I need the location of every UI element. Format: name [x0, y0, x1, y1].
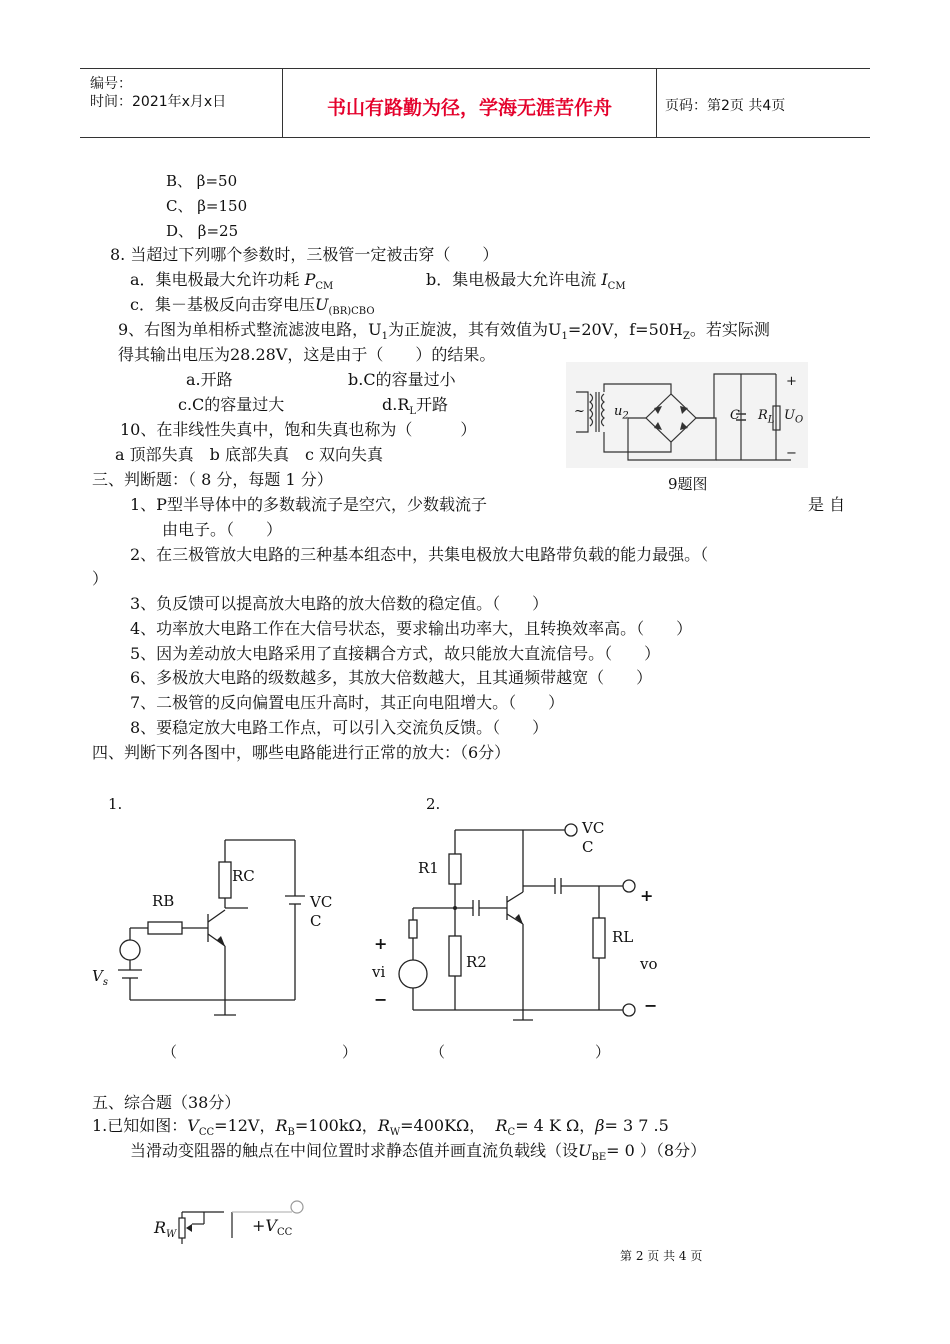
- number-label: 编号：: [90, 76, 132, 92]
- p1-rw-sub: W: [389, 1127, 401, 1139]
- circuit-2-vi: vi: [372, 963, 386, 981]
- circuit-2-plus-left: +: [374, 934, 388, 953]
- p1-rw-val: =400KΩ，: [400, 1116, 486, 1135]
- judge-2-end: ）: [92, 569, 109, 588]
- circuit-2-minus-left: −: [374, 990, 388, 1009]
- judge-8: 8、要稳定放大电路工作点，可以引入交流负反馈。（ ）: [130, 718, 549, 737]
- fig9-uo: [784, 406, 803, 431]
- fig9-tilde: ~: [574, 404, 585, 419]
- q8c-text: c．集－基极反向击穿电压: [130, 295, 315, 314]
- q8c-symbol: U: [314, 295, 329, 314]
- circuit-1-answer: （ ）: [162, 1043, 358, 1061]
- judge-6: 6、多极放大电路的级数越多，其放大倍数越大，且其通频带越宽（ ）: [130, 668, 653, 687]
- q8a-sub: CM: [315, 281, 334, 293]
- circuit-2-vcc-2: C: [582, 838, 594, 856]
- fig9-caption: 9题图: [668, 475, 708, 493]
- judge-7: 7、二极管的反向偏置电压升高时，其正向电阻增大。（ ）: [130, 693, 565, 712]
- q9-t2: 1: [381, 331, 389, 343]
- fig9-u2-text: u: [614, 404, 623, 419]
- question-8: 8. 当超过下列哪个参数时，三极管一定被击穿（ ）: [110, 245, 499, 264]
- circuit-1-vs-text: V: [92, 967, 103, 985]
- p1-vcc: V: [187, 1116, 199, 1135]
- q8a-text: a．集电极最大允许功耗: [130, 270, 300, 289]
- page-header: [80, 68, 870, 138]
- p1-rc-sub: C: [507, 1127, 516, 1139]
- p2-ube-sub: BE: [591, 1152, 607, 1164]
- circuit-3-vcc-text: +V: [252, 1216, 277, 1235]
- circuit-2-label: 2.: [426, 795, 441, 813]
- q9-t7: 。若实际测: [689, 320, 770, 339]
- p1-label: 1.已知如图：: [92, 1116, 188, 1135]
- q9-t5: =20V，f=50H: [567, 320, 683, 339]
- fig9-rl: [758, 406, 774, 431]
- option-c: C、 β=150: [166, 197, 248, 215]
- q9d-text: d.R: [382, 395, 410, 414]
- p2-end: = 0 ）（8分）: [606, 1141, 707, 1160]
- circuit-2-vcc-1: VC: [582, 819, 605, 837]
- p1-rb-val: =100kΩ，: [294, 1116, 378, 1135]
- circuit-1-vs: [92, 966, 108, 993]
- fig9-minus: −: [786, 446, 797, 461]
- question-10: 10、在非线性失真中，饱和失真也称为（ ）: [120, 420, 477, 439]
- p1-vcc-val: =12V，: [214, 1116, 276, 1135]
- judge-1-end: 是 自: [808, 495, 846, 514]
- p1-rc: R: [495, 1116, 508, 1135]
- circuit-2-rl: RL: [612, 928, 634, 946]
- fig9-c: C: [730, 408, 740, 423]
- q10-options: a 顶部失真 b 底部失真 c 双向失真: [115, 445, 384, 464]
- circuit-3-vcc-sub: CC: [276, 1227, 293, 1239]
- p2-ube: U: [578, 1141, 592, 1160]
- circuit-1-label: 1.: [108, 795, 123, 813]
- q8b-sub: CM: [607, 281, 626, 293]
- circuit-3-rw-text: R: [154, 1218, 167, 1237]
- q8-option-b: [426, 270, 626, 297]
- section-4-title: 四、判断下列各图中，哪些电路能进行正常的放大：（6分）: [92, 743, 511, 762]
- q8c-sub: (BR)CBO: [328, 306, 375, 318]
- judge-1-cont: 由电子。（ ）: [162, 520, 283, 539]
- q9-t3: 为正旋波，其有效值为U: [388, 320, 562, 339]
- circuit-1-vs-sub: s: [102, 977, 108, 988]
- p1-rw: R: [377, 1116, 390, 1135]
- q9-t6: Z: [682, 331, 690, 343]
- q9d-sub: L: [409, 406, 417, 418]
- judge-1: 1、P型半导体中的多数载流子是空穴，少数载流子: [130, 495, 487, 514]
- question-9-line2: 得其输出电压为28.28V，这是由于（ ）的结果。: [118, 345, 496, 364]
- motto: 书山有路勤为径，学海无涯苦作舟: [326, 97, 612, 119]
- fig9-plus: +: [786, 374, 797, 389]
- fig9-rl-sub: L: [767, 414, 775, 426]
- header-left: [80, 69, 282, 137]
- circuit-2-vo: vo: [640, 955, 658, 973]
- circuit-2-diagram: [395, 820, 645, 1030]
- circuit-1-rb: RB: [152, 892, 175, 910]
- q9-option-a: a.开路: [186, 370, 233, 389]
- circuit-3-rw: [154, 1218, 176, 1245]
- circuit-2-answer: （ ）: [430, 1043, 611, 1061]
- option-b: B、 β=50: [166, 172, 238, 190]
- problem-1-task: [130, 1141, 706, 1168]
- q9-t1: 9、右图为单相桥式整流滤波电路，U: [118, 320, 382, 339]
- problem-1-givens: [92, 1116, 669, 1143]
- fig9-rl-text: R: [758, 408, 768, 423]
- judge-5: 5、因为差动放大电路采用了直接耦合方式，故只能放大直流信号。（ ）: [130, 644, 661, 663]
- option-d: D、 β=25: [166, 222, 239, 240]
- circuit-1-rc: RC: [232, 867, 255, 885]
- page-footer: 第 2 页 共 4 页: [620, 1249, 703, 1263]
- q9-t4: 1: [561, 331, 568, 343]
- section-5-title: 五、综合题（38分）: [92, 1093, 241, 1112]
- q8-option-a: [130, 270, 333, 297]
- page-label: 页码：第2页 共4页: [665, 98, 786, 114]
- p1-rc-val: = 4 K Ω，: [515, 1116, 596, 1135]
- q9-option-c: c.C的容量过大: [178, 395, 285, 414]
- q8-option-c: [130, 295, 375, 322]
- circuit-2-r2: R2: [466, 953, 487, 971]
- p1-rb: R: [275, 1116, 288, 1135]
- fig9-u2: [614, 402, 629, 427]
- q8b-symbol: I: [601, 270, 608, 289]
- q8b-text: b．集电极最大允许电流: [426, 270, 597, 289]
- circuit-3-vcc: [252, 1216, 292, 1243]
- fig9-uo-sub: O: [794, 414, 804, 426]
- date-label: 时间：2021年x月x日: [90, 94, 227, 110]
- q9-option-b: b.C的容量过小: [348, 370, 456, 389]
- fig9-u2-sub: 2: [622, 410, 629, 422]
- circuit-2-r1: R1: [418, 859, 439, 877]
- header-center: [282, 69, 657, 137]
- circuit-3-rw-sub: W: [166, 1229, 177, 1241]
- q9-option-d: [382, 395, 448, 422]
- circuit-1-diagram: [110, 830, 333, 1030]
- circuit-1-vcc-1: VC: [310, 893, 333, 911]
- judge-4: 4、功率放大电路工作在大信号状态，要求输出功率大，且转换效率高。（ ）: [130, 619, 693, 638]
- circuit-2-plus-right: +: [640, 886, 654, 905]
- judge-3: 3、负反馈可以提高放大电路的放大倍数的稳定值。（ ）: [130, 594, 549, 613]
- fig9-uo-text: U: [784, 408, 795, 423]
- p1-beta-val: = 3 7 .5: [604, 1116, 669, 1135]
- question-9-line1: [118, 320, 770, 347]
- p1-rb-sub: B: [287, 1127, 295, 1139]
- circuit-2-minus-right: −: [644, 996, 658, 1015]
- p1-beta: β: [595, 1116, 605, 1135]
- q9d-end: 开路: [416, 395, 449, 414]
- judge-2: 2、在三极管放大电路的三种基本组态中，共集电极放大电路带负载的能力最强。（: [130, 545, 709, 564]
- circuit-1-vcc-2: C: [310, 912, 322, 930]
- section-3-title: 三、判断题：（ 8 分，每题 1 分）: [92, 470, 333, 489]
- p2-text: 当滑动变阻器的触点在中间位置时求静态值并画直流负载线（设: [130, 1141, 579, 1160]
- header-right: [655, 69, 870, 137]
- q8a-symbol: P: [304, 270, 316, 289]
- p1-vcc-sub: CC: [198, 1127, 215, 1139]
